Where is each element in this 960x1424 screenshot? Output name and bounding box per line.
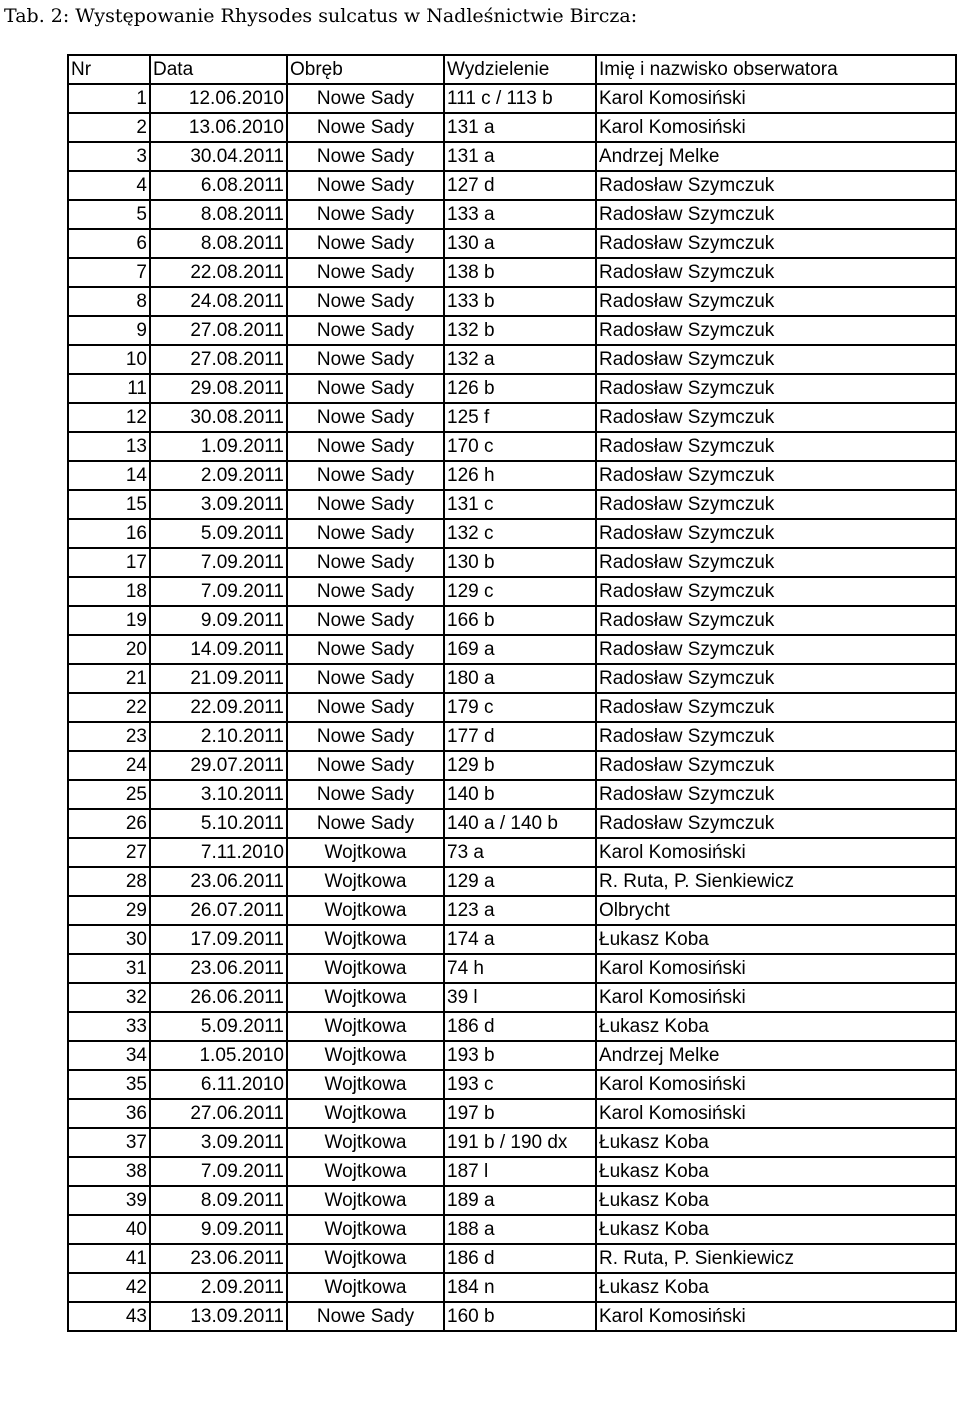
- cell-nr: 16: [68, 519, 150, 548]
- cell-observer: Radosław Szymczuk: [596, 722, 956, 751]
- cell-date: 5.10.2011: [150, 809, 287, 838]
- cell-division: 170 c: [444, 432, 596, 461]
- cell-date: 24.08.2011: [150, 287, 287, 316]
- cell-division: 166 b: [444, 606, 596, 635]
- cell-observer: Radosław Szymczuk: [596, 606, 956, 635]
- cell-nr: 31: [68, 954, 150, 983]
- cell-observer: Karol Komosiński: [596, 838, 956, 867]
- cell-area: Nowe Sady: [287, 287, 444, 316]
- table-row: [68, 954, 956, 983]
- cell-date: 8.08.2011: [150, 200, 287, 229]
- cell-area: Wojtkowa: [287, 1012, 444, 1041]
- cell-nr: 20: [68, 635, 150, 664]
- cell-observer: Radosław Szymczuk: [596, 461, 956, 490]
- cell-nr: 39: [68, 1186, 150, 1215]
- cell-division: 177 d: [444, 722, 596, 751]
- cell-observer: Karol Komosiński: [596, 983, 956, 1012]
- cell-area: Wojtkowa: [287, 1244, 444, 1273]
- cell-observer: Karol Komosiński: [596, 84, 956, 113]
- cell-date: 22.09.2011: [150, 693, 287, 722]
- table-row: [68, 1215, 956, 1244]
- table-row: [68, 635, 956, 664]
- cell-observer: Karol Komosiński: [596, 113, 956, 142]
- header-date: Data: [150, 55, 287, 84]
- cell-observer: Radosław Szymczuk: [596, 403, 956, 432]
- cell-nr: 3: [68, 142, 150, 171]
- cell-nr: 30: [68, 925, 150, 954]
- table-row: [68, 1070, 956, 1099]
- cell-division: 39 l: [444, 983, 596, 1012]
- cell-area: Nowe Sady: [287, 113, 444, 142]
- cell-observer: Łukasz Koba: [596, 1186, 956, 1215]
- table-row: [68, 722, 956, 751]
- cell-date: 3.10.2011: [150, 780, 287, 809]
- cell-area: Nowe Sady: [287, 316, 444, 345]
- table-header-row: [68, 55, 956, 84]
- cell-date: 7.09.2011: [150, 577, 287, 606]
- cell-division: 131 a: [444, 113, 596, 142]
- table-body: [68, 84, 956, 1331]
- cell-division: 138 b: [444, 258, 596, 287]
- cell-date: 2.09.2011: [150, 1273, 287, 1302]
- cell-area: Nowe Sady: [287, 345, 444, 374]
- cell-area: Wojtkowa: [287, 1273, 444, 1302]
- cell-observer: Radosław Szymczuk: [596, 432, 956, 461]
- table-row: [68, 229, 956, 258]
- cell-nr: 43: [68, 1302, 150, 1331]
- table-row: [68, 664, 956, 693]
- cell-date: 21.09.2011: [150, 664, 287, 693]
- cell-nr: 9: [68, 316, 150, 345]
- cell-date: 3.09.2011: [150, 490, 287, 519]
- header-nr: Nr: [68, 55, 150, 84]
- cell-date: 9.09.2011: [150, 606, 287, 635]
- table-row: [68, 113, 956, 142]
- cell-division: 129 c: [444, 577, 596, 606]
- cell-observer: Radosław Szymczuk: [596, 809, 956, 838]
- cell-area: Nowe Sady: [287, 577, 444, 606]
- cell-date: 12.06.2010: [150, 84, 287, 113]
- cell-area: Nowe Sady: [287, 403, 444, 432]
- cell-nr: 27: [68, 838, 150, 867]
- cell-area: Nowe Sady: [287, 519, 444, 548]
- cell-nr: 18: [68, 577, 150, 606]
- cell-nr: 26: [68, 809, 150, 838]
- cell-area: Nowe Sady: [287, 780, 444, 809]
- cell-observer: Radosław Szymczuk: [596, 258, 956, 287]
- table-row: [68, 200, 956, 229]
- cell-division: 123 a: [444, 896, 596, 925]
- cell-nr: 29: [68, 896, 150, 925]
- cell-date: 6.08.2011: [150, 171, 287, 200]
- table-row: [68, 84, 956, 113]
- cell-division: 160 b: [444, 1302, 596, 1331]
- cell-division: 169 a: [444, 635, 596, 664]
- cell-division: 130 b: [444, 548, 596, 577]
- cell-observer: Łukasz Koba: [596, 1273, 956, 1302]
- cell-area: Nowe Sady: [287, 606, 444, 635]
- cell-division: 180 a: [444, 664, 596, 693]
- cell-date: 26.06.2011: [150, 983, 287, 1012]
- cell-division: 129 b: [444, 751, 596, 780]
- cell-nr: 13: [68, 432, 150, 461]
- cell-division: 174 a: [444, 925, 596, 954]
- cell-nr: 2: [68, 113, 150, 142]
- cell-observer: Łukasz Koba: [596, 1128, 956, 1157]
- cell-date: 2.09.2011: [150, 461, 287, 490]
- cell-observer: Łukasz Koba: [596, 925, 956, 954]
- table-row: [68, 1041, 956, 1070]
- cell-date: 2.10.2011: [150, 722, 287, 751]
- observations-table: [67, 54, 957, 1332]
- cell-area: Nowe Sady: [287, 142, 444, 171]
- table-row: [68, 1128, 956, 1157]
- cell-observer: Radosław Szymczuk: [596, 780, 956, 809]
- table-row: [68, 1244, 956, 1273]
- cell-date: 6.11.2010: [150, 1070, 287, 1099]
- cell-observer: Radosław Szymczuk: [596, 316, 956, 345]
- cell-nr: 8: [68, 287, 150, 316]
- cell-nr: 21: [68, 664, 150, 693]
- cell-nr: 15: [68, 490, 150, 519]
- cell-division: 133 b: [444, 287, 596, 316]
- cell-date: 3.09.2011: [150, 1128, 287, 1157]
- cell-area: Wojtkowa: [287, 1186, 444, 1215]
- cell-division: 132 b: [444, 316, 596, 345]
- cell-division: 140 a / 140 b: [444, 809, 596, 838]
- cell-date: 5.09.2011: [150, 519, 287, 548]
- cell-area: Nowe Sady: [287, 200, 444, 229]
- cell-nr: 12: [68, 403, 150, 432]
- cell-observer: Łukasz Koba: [596, 1157, 956, 1186]
- cell-observer: Andrzej Melke: [596, 1041, 956, 1070]
- table-row: [68, 983, 956, 1012]
- cell-observer: Radosław Szymczuk: [596, 171, 956, 200]
- cell-area: Nowe Sady: [287, 693, 444, 722]
- table-row: [68, 577, 956, 606]
- cell-area: Wojtkowa: [287, 1128, 444, 1157]
- cell-division: 186 d: [444, 1012, 596, 1041]
- cell-area: Nowe Sady: [287, 374, 444, 403]
- cell-division: 126 h: [444, 461, 596, 490]
- cell-observer: Łukasz Koba: [596, 1012, 956, 1041]
- cell-nr: 34: [68, 1041, 150, 1070]
- cell-area: Wojtkowa: [287, 1070, 444, 1099]
- cell-division: 184 n: [444, 1273, 596, 1302]
- table-row: [68, 751, 956, 780]
- cell-nr: 32: [68, 983, 150, 1012]
- cell-observer: Olbrycht: [596, 896, 956, 925]
- cell-area: Nowe Sady: [287, 432, 444, 461]
- cell-nr: 23: [68, 722, 150, 751]
- cell-date: 14.09.2011: [150, 635, 287, 664]
- cell-division: 111 c / 113 b: [444, 84, 596, 113]
- cell-observer: Radosław Szymczuk: [596, 490, 956, 519]
- cell-date: 7.09.2011: [150, 1157, 287, 1186]
- table-row: [68, 896, 956, 925]
- cell-observer: Radosław Szymczuk: [596, 345, 956, 374]
- cell-nr: 6: [68, 229, 150, 258]
- cell-observer: Radosław Szymczuk: [596, 635, 956, 664]
- table-row: [68, 316, 956, 345]
- cell-observer: Karol Komosiński: [596, 1099, 956, 1128]
- table-row: [68, 142, 956, 171]
- cell-observer: Radosław Szymczuk: [596, 519, 956, 548]
- cell-nr: 7: [68, 258, 150, 287]
- cell-division: 187 l: [444, 1157, 596, 1186]
- cell-division: 140 b: [444, 780, 596, 809]
- cell-date: 8.09.2011: [150, 1186, 287, 1215]
- cell-date: 30.04.2011: [150, 142, 287, 171]
- cell-observer: Radosław Szymczuk: [596, 751, 956, 780]
- cell-division: 130 a: [444, 229, 596, 258]
- cell-division: 193 b: [444, 1041, 596, 1070]
- cell-observer: Łukasz Koba: [596, 1215, 956, 1244]
- table-row: [68, 432, 956, 461]
- cell-area: Nowe Sady: [287, 1302, 444, 1331]
- table-row: [68, 1012, 956, 1041]
- cell-date: 22.08.2011: [150, 258, 287, 287]
- cell-nr: 5: [68, 200, 150, 229]
- cell-date: 8.08.2011: [150, 229, 287, 258]
- cell-nr: 11: [68, 374, 150, 403]
- cell-observer: Radosław Szymczuk: [596, 548, 956, 577]
- table-row: [68, 461, 956, 490]
- cell-observer: R. Ruta, P. Sienkiewicz: [596, 867, 956, 896]
- cell-observer: Radosław Szymczuk: [596, 374, 956, 403]
- cell-division: 131 a: [444, 142, 596, 171]
- table-row: [68, 403, 956, 432]
- cell-area: Wojtkowa: [287, 954, 444, 983]
- cell-observer: R. Ruta, P. Sienkiewicz: [596, 1244, 956, 1273]
- table-row: [68, 1157, 956, 1186]
- cell-division: 133 a: [444, 200, 596, 229]
- cell-observer: Radosław Szymczuk: [596, 693, 956, 722]
- table-row: [68, 1099, 956, 1128]
- table-row: [68, 490, 956, 519]
- cell-nr: 14: [68, 461, 150, 490]
- table-row: [68, 809, 956, 838]
- cell-nr: 4: [68, 171, 150, 200]
- cell-date: 1.09.2011: [150, 432, 287, 461]
- cell-date: 9.09.2011: [150, 1215, 287, 1244]
- cell-nr: 38: [68, 1157, 150, 1186]
- table-row: [68, 1273, 956, 1302]
- cell-division: 193 c: [444, 1070, 596, 1099]
- cell-division: 127 d: [444, 171, 596, 200]
- cell-observer: Radosław Szymczuk: [596, 577, 956, 606]
- cell-division: 125 f: [444, 403, 596, 432]
- cell-nr: 19: [68, 606, 150, 635]
- cell-observer: Radosław Szymczuk: [596, 287, 956, 316]
- cell-date: 27.08.2011: [150, 345, 287, 374]
- table-row: [68, 171, 956, 200]
- cell-area: Nowe Sady: [287, 664, 444, 693]
- cell-area: Wojtkowa: [287, 983, 444, 1012]
- cell-area: Nowe Sady: [287, 635, 444, 664]
- cell-division: 188 a: [444, 1215, 596, 1244]
- cell-nr: 42: [68, 1273, 150, 1302]
- cell-nr: 36: [68, 1099, 150, 1128]
- cell-area: Nowe Sady: [287, 461, 444, 490]
- cell-nr: 22: [68, 693, 150, 722]
- cell-area: Wojtkowa: [287, 1215, 444, 1244]
- cell-area: Nowe Sady: [287, 722, 444, 751]
- cell-nr: 41: [68, 1244, 150, 1273]
- table-row: [68, 345, 956, 374]
- header-division: Wydzielenie: [444, 55, 596, 84]
- cell-nr: 25: [68, 780, 150, 809]
- cell-area: Nowe Sady: [287, 490, 444, 519]
- table-row: [68, 693, 956, 722]
- cell-date: 7.09.2011: [150, 548, 287, 577]
- table-row: [68, 925, 956, 954]
- cell-area: Wojtkowa: [287, 896, 444, 925]
- cell-observer: Radosław Szymczuk: [596, 664, 956, 693]
- cell-division: 186 d: [444, 1244, 596, 1273]
- cell-nr: 37: [68, 1128, 150, 1157]
- cell-nr: 28: [68, 867, 150, 896]
- cell-nr: 33: [68, 1012, 150, 1041]
- table-row: [68, 867, 956, 896]
- cell-nr: 24: [68, 751, 150, 780]
- cell-area: Wojtkowa: [287, 867, 444, 896]
- cell-observer: Karol Komosiński: [596, 1302, 956, 1331]
- table-row: [68, 519, 956, 548]
- table-caption: Tab. 2: Występowanie Rhysodes sulcatus w Nadleśnictwie Bircza:: [4, 5, 638, 27]
- cell-division: 132 a: [444, 345, 596, 374]
- cell-observer: Karol Komosiński: [596, 954, 956, 983]
- cell-date: 30.08.2011: [150, 403, 287, 432]
- cell-area: Nowe Sady: [287, 548, 444, 577]
- cell-observer: Radosław Szymczuk: [596, 200, 956, 229]
- cell-date: 29.07.2011: [150, 751, 287, 780]
- cell-nr: 10: [68, 345, 150, 374]
- cell-nr: 40: [68, 1215, 150, 1244]
- cell-date: 23.06.2011: [150, 867, 287, 896]
- cell-area: Nowe Sady: [287, 809, 444, 838]
- cell-division: 132 c: [444, 519, 596, 548]
- cell-date: 27.08.2011: [150, 316, 287, 345]
- table-row: [68, 548, 956, 577]
- cell-nr: 35: [68, 1070, 150, 1099]
- cell-division: 197 b: [444, 1099, 596, 1128]
- cell-division: 189 a: [444, 1186, 596, 1215]
- cell-area: Wojtkowa: [287, 838, 444, 867]
- cell-division: 131 c: [444, 490, 596, 519]
- cell-date: 13.09.2011: [150, 1302, 287, 1331]
- cell-division: 126 b: [444, 374, 596, 403]
- table-row: [68, 1186, 956, 1215]
- table-row: [68, 838, 956, 867]
- cell-date: 23.06.2011: [150, 954, 287, 983]
- header-area: Obręb: [287, 55, 444, 84]
- cell-division: 74 h: [444, 954, 596, 983]
- cell-date: 13.06.2010: [150, 113, 287, 142]
- cell-date: 29.08.2011: [150, 374, 287, 403]
- cell-area: Nowe Sady: [287, 171, 444, 200]
- cell-area: Wojtkowa: [287, 1099, 444, 1128]
- cell-area: Nowe Sady: [287, 751, 444, 780]
- cell-observer: Karol Komosiński: [596, 1070, 956, 1099]
- cell-area: Wojtkowa: [287, 1157, 444, 1186]
- table-row: [68, 606, 956, 635]
- cell-division: 129 a: [444, 867, 596, 896]
- cell-date: 5.09.2011: [150, 1012, 287, 1041]
- cell-area: Wojtkowa: [287, 925, 444, 954]
- cell-date: 23.06.2011: [150, 1244, 287, 1273]
- table-row: [68, 1302, 956, 1331]
- cell-division: 73 a: [444, 838, 596, 867]
- cell-division: 179 c: [444, 693, 596, 722]
- table-row: [68, 258, 956, 287]
- cell-date: 27.06.2011: [150, 1099, 287, 1128]
- cell-area: Nowe Sady: [287, 84, 444, 113]
- cell-date: 1.05.2010: [150, 1041, 287, 1070]
- cell-observer: Andrzej Melke: [596, 142, 956, 171]
- cell-area: Nowe Sady: [287, 229, 444, 258]
- table-row: [68, 374, 956, 403]
- cell-division: 191 b / 190 dx: [444, 1128, 596, 1157]
- cell-area: Wojtkowa: [287, 1041, 444, 1070]
- cell-nr: 1: [68, 84, 150, 113]
- cell-observer: Radosław Szymczuk: [596, 229, 956, 258]
- cell-date: 17.09.2011: [150, 925, 287, 954]
- table-row: [68, 780, 956, 809]
- cell-date: 26.07.2011: [150, 896, 287, 925]
- cell-area: Nowe Sady: [287, 258, 444, 287]
- table-row: [68, 287, 956, 316]
- cell-date: 7.11.2010: [150, 838, 287, 867]
- header-observer: Imię i nazwisko obserwatora: [596, 55, 956, 84]
- cell-nr: 17: [68, 548, 150, 577]
